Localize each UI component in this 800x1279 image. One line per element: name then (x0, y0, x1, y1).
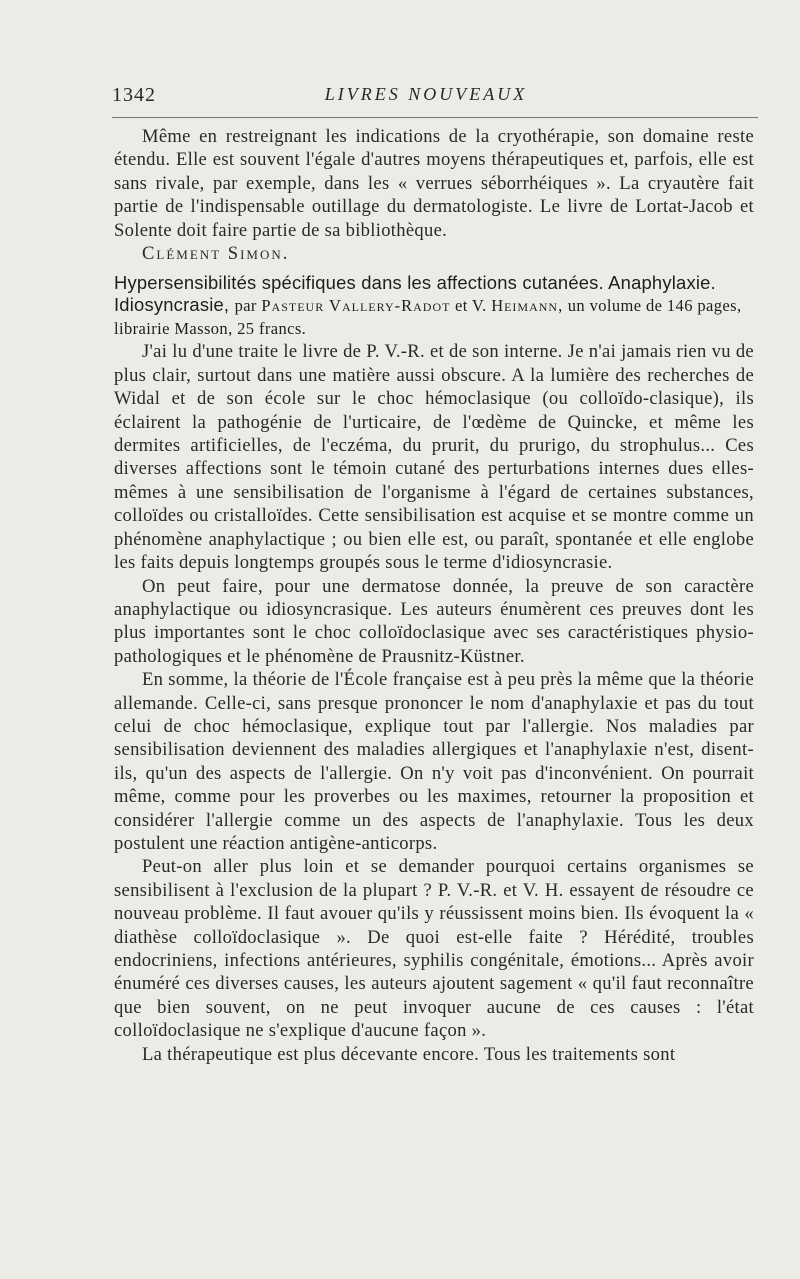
review2-paragraph: On peut faire, pour une dermatose donnée, la preuve de son caractère anaphylactique ou idiosyncrasique. Les auteurs énumèrent ces preuves dont les plus importantes sont le choc colloïdoclasique avec ses caractéristiques physio-pathologiques et le phénomène de Prausnitz-Küstner. (114, 575, 754, 667)
meta-and: et V. (455, 296, 487, 316)
review2-title-line2: Idiosyncrasie, (114, 294, 230, 316)
page-header (112, 84, 740, 110)
review2-paragraph: Peut-on aller plus loin et se demander pourquoi certains organismes se sensibilisent à l'exclusion de la plupart ? P. V.-R. et V. H. essayent de résoudre ce nouveau problème. Il faut avouer qu'ils y réussissent moins bien. Ils évoquent la « diathèse colloïdoclasique ». De quoi est-elle faite ? Hérédité, troubles endocriniens, infections antérieures, syphilis congénitale, émotions... Après avoir énuméré ces diverses causes, les auteurs ajoutent sagement « qu'il faut reconnaître que bien souvent, on ne peut invoquer aucune de ces causes : l'état colloïdoclasique ne s'explique d'aucune façon ». (114, 856, 754, 1042)
review2-paragraph: J'ai lu d'une traite le livre de P. V.-R. et de son interne. Je n'ai jamais rien vu de plus clair, surtout dans une matière aussi obscure. A la lumière des recherches de Widal et de son école sur le choc hémoclasique (ou colloïdo-clasique), ils éclairent la pathogénie de l'urticaire, de l'œdème de Quincke, et même les dermites artificielles, de l'eczéma, du prurit, du prurigo, du strophulus... Ces diverses affections sont le témoin cutané des perturbations internes dues elles-mêmes à une sensibilisation de l'organisme à l'égard de certaines substances, colloïdes ou cristalloïdes. Cette sensibilisation est acquise et se montre comme un phénomène anaphylactique ; ou bien elle est, ou paraît, spontanée et elle englobe les faits depuis longtemps groupés sous le terme d'idiosyncrasie. (114, 341, 754, 574)
review2-title-line2-wrapper (114, 294, 754, 340)
review2-title-line1: Hypersensibilités spécifiques dans les affections cutanées. Anaphylaxie. (114, 272, 716, 294)
meta-volume: un volume de 146 pages, librairie Masson, 25 francs. (114, 296, 742, 339)
review1-paragraph: Même en restreignant les indications de la cryothérapie, son domaine reste étendu. Elle est souvent l'égale d'autres moyens thérapeutiques et, parfois, elle est sans rivale, par exemple, dans les « verrues séborrhéiques ». La cryautère fait partie de l'indispensable outillage du dermatologiste. Le livre de Lortat-Jacob et Solente doit faire partie de sa bibliothèque. (114, 126, 754, 241)
meta-author1: Pasteur Vallery-Radot (261, 296, 451, 316)
meta-par: par (234, 296, 257, 316)
page-body (114, 125, 754, 1066)
header-rule (112, 117, 758, 118)
meta-author2: Heimann, (491, 296, 564, 316)
review1-signature: Clément Simon. (142, 243, 290, 265)
review2-title (114, 272, 754, 340)
running-title: LIVRES NOUVEAUX (324, 84, 528, 104)
review2-paragraph: En somme, la théorie de l'École française est à peu près la même que la théorie allemande. Celle-ci, sans presque prononcer le nom d'anaphylaxie et pas du tout celui de choc hémoclasique, explique tout par l'allergie. Nos maladies par sensibilisation deviennent des maladies allergiques et l'anaphylaxie n'est, disent-ils, qu'un des aspects de l'allergie. On n'y voit pas d'inconvénient. On pourrait même, comme pour les proverbes ou les maximes, retourner la proposition et considérer l'allergie comme un des aspects de l'anaphylaxie. Tous les deux postulent une réaction antigène-anticorps. (114, 669, 754, 854)
page-number: 1342 (112, 84, 156, 106)
review2-paragraph: La thérapeutique est plus décevante encore. Tous les traitements sont (142, 1043, 676, 1065)
